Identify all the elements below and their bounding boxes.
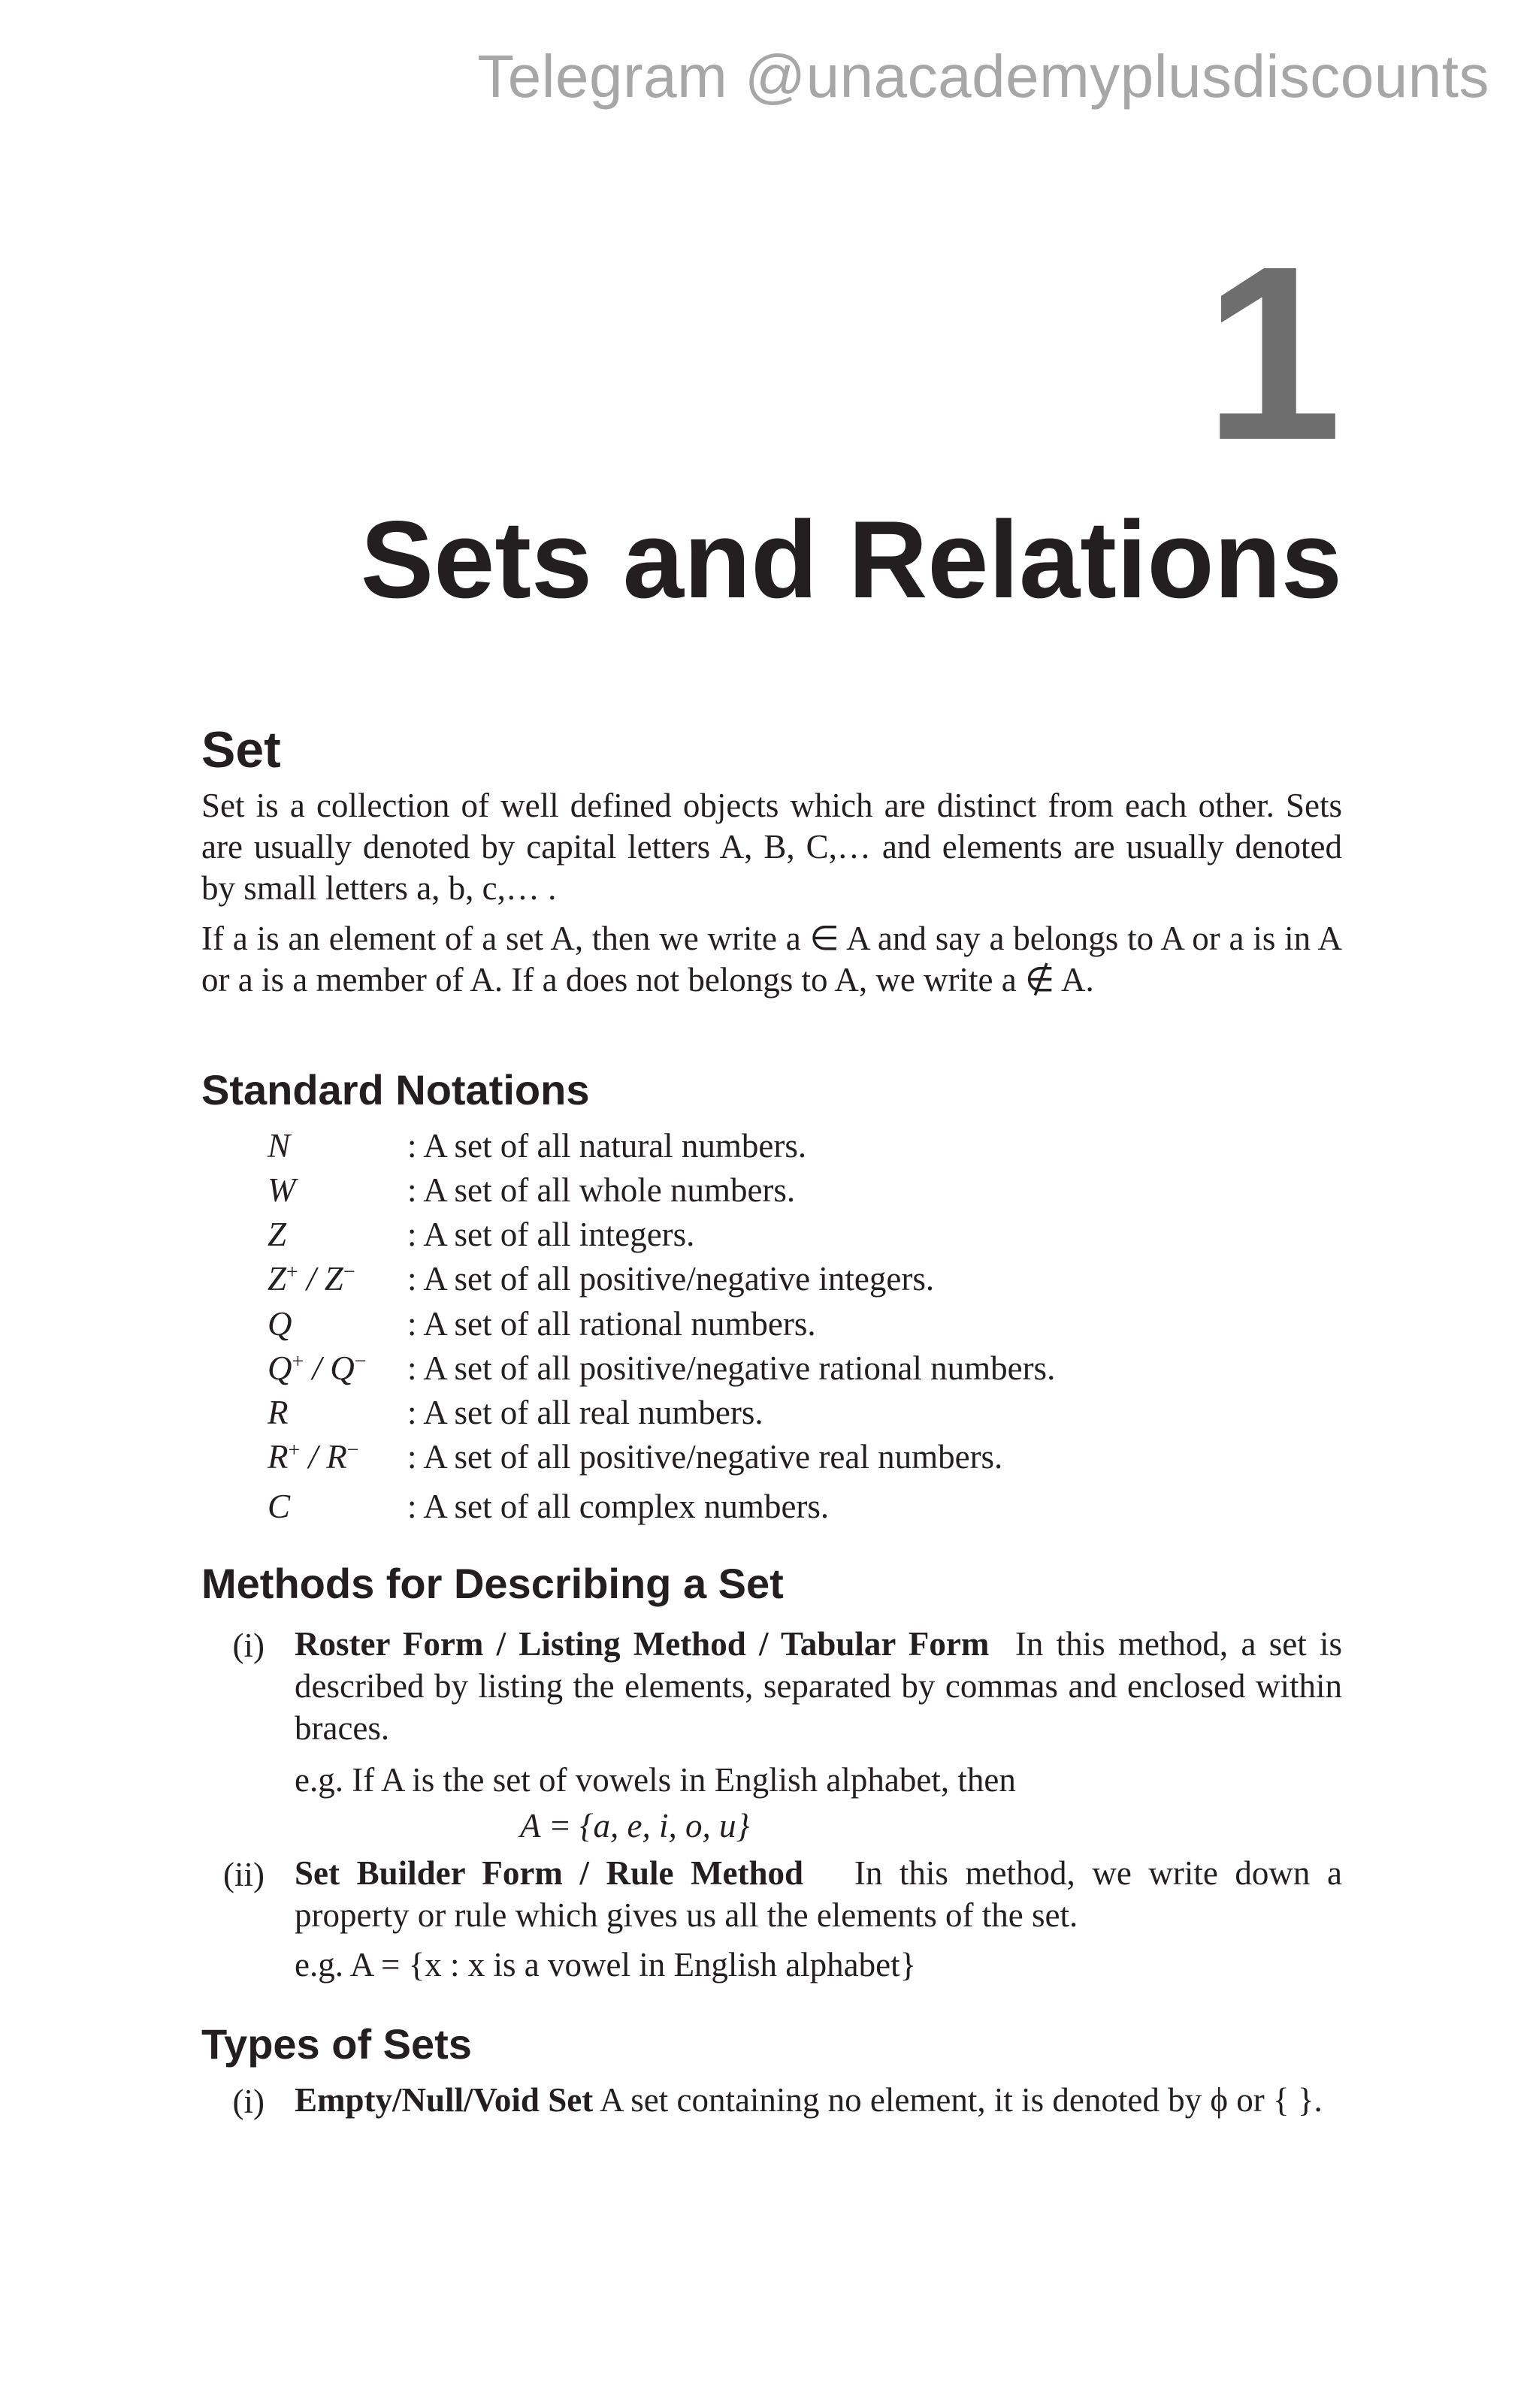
list-item-number: (i) bbox=[232, 1627, 265, 1664]
notation-symbol: Q+ / Q− bbox=[268, 1349, 367, 1387]
notation-description: : A set of all positive/negative integers. bbox=[407, 1260, 935, 1298]
notation-symbol: N bbox=[268, 1127, 291, 1165]
notation-description: : A set of all positive/negative rational numbers. bbox=[407, 1349, 1056, 1387]
notation-description: : A set of all integers. bbox=[407, 1216, 695, 1253]
watermark: Telegram @unacademyplusdiscounts bbox=[477, 43, 1489, 110]
notation-symbol: Z+ / Z− bbox=[268, 1260, 355, 1298]
term-description: In this method, we write down a property or rule which gives us all the elements of the set. bbox=[295, 1854, 1342, 1934]
list-item-empty-set bbox=[295, 2079, 1342, 2121]
term-description: In this method, a set is described by listing the elements, separated by commas and enclosed within braces. bbox=[295, 1625, 1342, 1747]
section-heading-set: Set bbox=[201, 721, 281, 778]
notation-description: : A set of all positive/negative real numbers. bbox=[407, 1438, 1003, 1476]
notation-symbol: C bbox=[268, 1488, 291, 1525]
list-item-set-builder-form bbox=[295, 1852, 1342, 1936]
notation-symbol: Q bbox=[268, 1305, 292, 1343]
notation-description: : A set of all real numbers. bbox=[407, 1394, 763, 1431]
term-label: Empty/Null/Void Set bbox=[295, 2081, 594, 2119]
set-definition-paragraph: Set is a collection of well defined objects which are distinct from each other. Sets are usually denoted by capital letters A, B, C,… and elements are usually denoted by small letters a, b, c,… . bbox=[201, 787, 1342, 907]
notation-symbol: W bbox=[268, 1171, 296, 1209]
example-formula: A = {a, e, i, o, u} bbox=[520, 1807, 750, 1845]
example-line: e.g. A = {x : x is a vowel in English alphabet} bbox=[295, 1946, 917, 1984]
list-item-roster-form bbox=[295, 1623, 1342, 1749]
list-item-number: (ii) bbox=[223, 1856, 265, 1893]
notation-symbol: Z bbox=[268, 1216, 287, 1253]
term-label: Roster Form / Listing Method / Tabular Form bbox=[295, 1625, 990, 1663]
term-description: A set containing no element, it is denoted by ϕ or { }. bbox=[599, 2081, 1323, 2119]
section-heading-methods: Methods for Describing a Set bbox=[201, 1560, 784, 1607]
notation-description: : A set of all complex numbers. bbox=[407, 1488, 830, 1525]
section-heading-types-of-sets: Types of Sets bbox=[201, 2020, 472, 2068]
chapter-title: Sets and Relations bbox=[360, 498, 1342, 621]
list-item-number: (i) bbox=[232, 2083, 265, 2120]
notation-description: : A set of all whole numbers. bbox=[407, 1171, 796, 1209]
set-membership-paragraph: If a is an element of a set A, then we write a ∈ A and say a belongs to A or a is in A or a is a member of A. If a does not belongs to A, we write a ∉ A. bbox=[201, 920, 1342, 999]
notation-description: : A set of all natural numbers. bbox=[407, 1127, 807, 1165]
notation-symbol: R bbox=[268, 1394, 289, 1431]
chapter-number: 1 bbox=[1204, 214, 1342, 491]
term-label: Set Builder Form / Rule Method bbox=[295, 1854, 804, 1892]
example-line: e.g. If A is the set of vowels in English alphabet, then bbox=[295, 1761, 1016, 1799]
notation-symbol: R+ / R− bbox=[268, 1438, 359, 1476]
section-heading-standard-notations: Standard Notations bbox=[201, 1066, 590, 1113]
notation-description: : A set of all rational numbers. bbox=[407, 1305, 816, 1343]
